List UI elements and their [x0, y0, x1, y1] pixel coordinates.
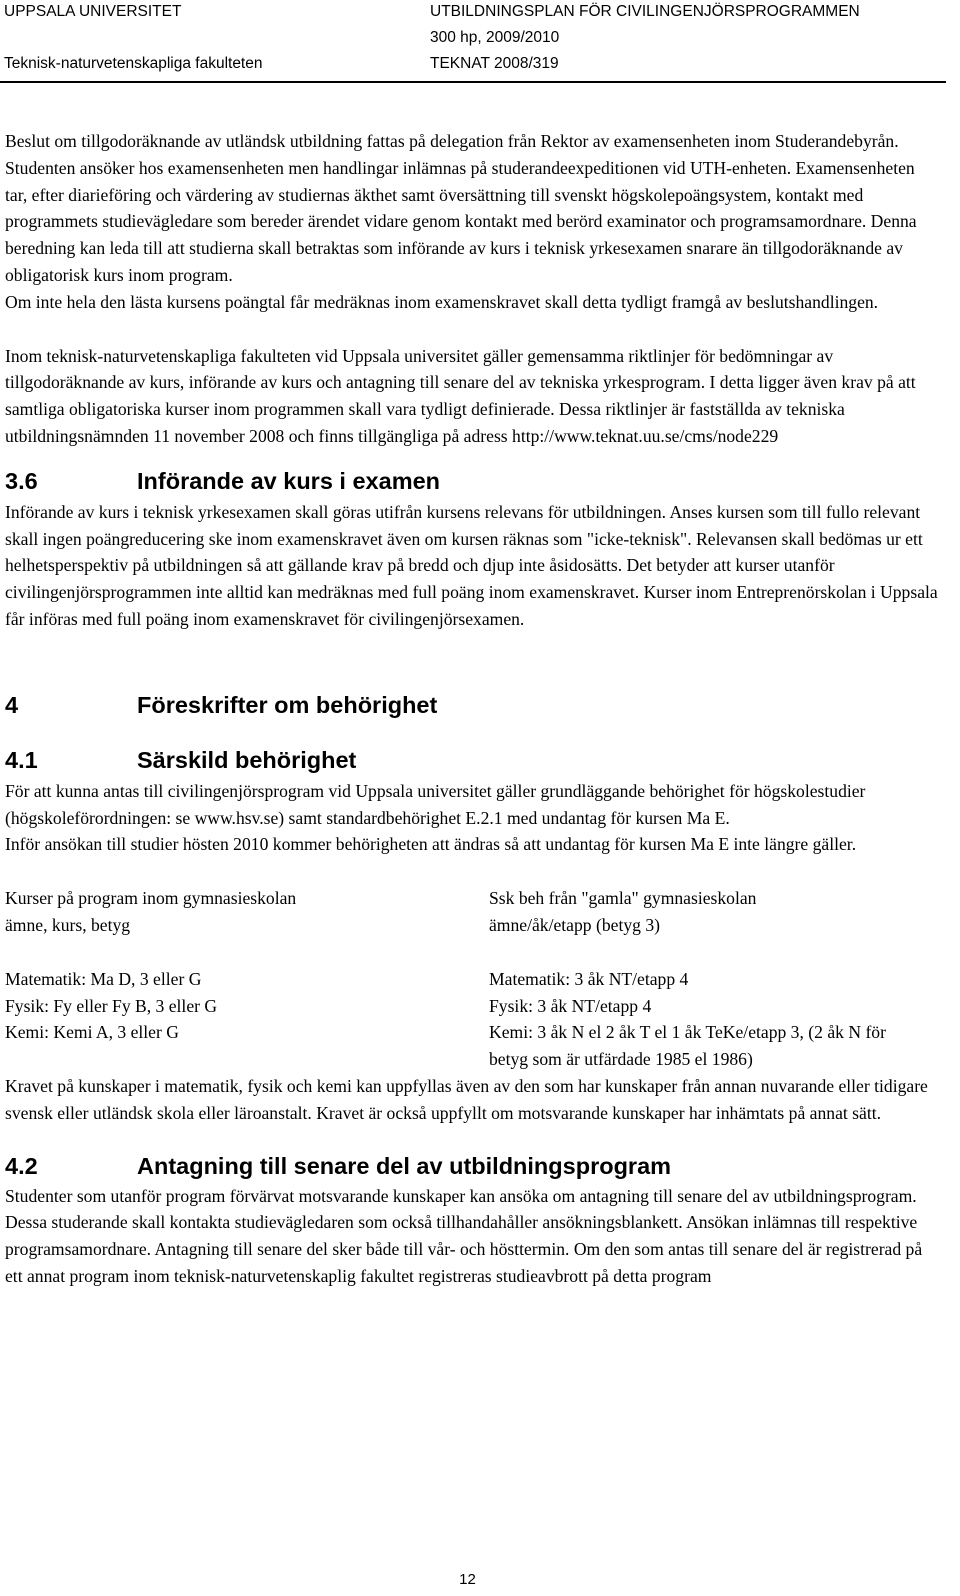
section-title: Införande av kurs i examen	[137, 467, 441, 494]
table-cell-right: Fysik: 3 åk NT/etapp 4	[489, 995, 652, 1016]
table-cell-left: Fysik: Fy eller Fy B, 3 eller G	[5, 995, 218, 1016]
table-subhead-left: ämne, kurs, betyg	[5, 914, 131, 935]
paragraph-basic-eligibility: För att kunna antas till civilingenjörsprogram vid Uppsala universitet gäller grundläggande behörighet för högskolestudier (högskoleförordningen: se www.hsv.se) samt standardbehörighet E.2.1 med undantag för kursen Ma E.	[5, 780, 866, 828]
page-header	[0, 0, 960, 80]
section-number: 4.1	[5, 746, 38, 773]
section-heading-3-6	[5, 466, 940, 496]
section-number: 3.6	[5, 467, 38, 494]
table-cell-left: Matematik: Ma D, 3 eller G	[5, 968, 202, 989]
table-row	[5, 966, 940, 993]
section-heading-4	[5, 690, 940, 720]
table-head-right: Ssk beh från "gamla" gymnasieskolan	[489, 888, 757, 909]
section-title: Särskild behörighet	[137, 746, 357, 773]
paragraph-foreign-education: Beslut om tillgodoräknande av utländsk utbildning fattas på delegation från Rektor av examensenheten inom Studerandebyrån. Studenten ansöker hos examensenheten men handlingar inlämnas på studerandeexpeditionen vid UTH-enheten. Examensenheten tar, efter diarieföring och värdering av studiernas äkthet samt översättning till svenskt högskolepoängsystem, kontakt med programmets studievägledare som bereder ärendet vidare genom kontakt med berörd examinator och programsamordnare. Denna beredning kan leda till att studierna skall betraktas som införande av kurs i teknisk yrkesexamen snarare än tillgodoräknande av obligatorisk kurs inom program.	[5, 131, 917, 285]
spacer	[5, 939, 940, 966]
table-subhead-right: ämne/åk/etapp (betyg 3)	[489, 914, 660, 935]
header-divider	[0, 81, 946, 83]
faculty-name: Teknisk-naturvetenskapliga fakulteten	[4, 55, 263, 72]
section-number: 4	[5, 691, 19, 718]
reference-number: TEKNAT 2008/319	[430, 55, 559, 72]
section-title: Antagning till senare del av utbildningsprogram	[137, 1152, 672, 1179]
section-heading-4-1	[5, 745, 940, 775]
table-head-left: Kurser på program inom gymnasieskolan	[5, 888, 297, 909]
paragraph-knowledge-requirement: Kravet på kunskaper i matematik, fysik och kemi kan uppfyllas även av den som har kunskaper från annan nuvarande eller tidigare svensk eller utländsk skola eller läroanstalt. Kravet är också uppfyllt om motsvarande kunskaper har inhämtats på annat sätt.	[5, 1075, 928, 1123]
eligibility-table-header	[5, 885, 940, 939]
table-cell-right: Matematik: 3 åk NT/etapp 4	[489, 968, 689, 989]
spacer	[5, 316, 940, 343]
section-heading-4-2	[5, 1151, 940, 1181]
table-row	[5, 993, 940, 1020]
document-body	[5, 128, 940, 1290]
page-number: 12	[459, 1571, 476, 1588]
section-title: Föreskrifter om behörighet	[137, 691, 438, 718]
table-cell-left: Kemi: Kemi A, 3 eller G	[5, 1022, 179, 1043]
credits-year: 300 hp, 2009/2010	[430, 29, 560, 46]
table-row	[5, 1019, 940, 1073]
paragraph-course-credits: Om inte hela den lästa kursens poängtal får medräknas inom examenskravet skall detta tydligt framgå av beslutshandlingen.	[5, 291, 879, 312]
paragraph-eligibility-change: Inför ansökan till studier hösten 2010 kommer behörigheten att ändras så att undantag för kursen Ma E inte längre gäller.	[5, 834, 857, 855]
paragraph-course-inclusion: Införande av kurs i teknisk yrkesexamen skall göras utifrån kursens relevans för utbildningen. Anses kursen som till fullo relevant skall ingen poängreducering ske inom examenskravet även om kursen räknas som "icke-teknisk". Relevansen skall bedömas ur ett helhetsperspektiv på utbildningen så att gällande krav på bredd och djup inte åsidosätts. Det betyder att kurser utanför civilingenjörsprogrammen inte alltid kan medräknas med full poäng inom examenskravet. Kurser inom Entreprenörskolan i Uppsala får införas med full poäng inom examenskravet för civilingenjörsexamen.	[5, 501, 938, 629]
university-name: UPPSALA UNIVERSITET	[4, 3, 182, 20]
plan-title: UTBILDNINGSPLAN FÖR CIVILINGENJÖRSPROGRAMMEN	[430, 3, 860, 20]
table-cell-right: Kemi: 3 åk N el 2 åk T el 1 åk TeKe/etapp 3, (2 åk N för betyg som är utfärdade 1985 el 1986)	[489, 1022, 886, 1070]
paragraph-guidelines: Inom teknisk-naturvetenskapliga fakulteten vid Uppsala universitet gäller gemensamma riktlinjer för bedömningar av tillgodoräknande av kurs, införande av kurs och antagning till senare del av tekniska yrkesprogram. I detta ligger även krav på att samtliga obligatoriska kurser inom programmen skall vara tydligt definierade. Dessa riktlinjer är fastställda av tekniska utbildningsnämnden 11 november 2008 och finns tillgängliga på adress http://www.teknat.uu.se/cms/node229	[5, 345, 916, 446]
section-number: 4.2	[5, 1152, 38, 1179]
paragraph-later-admission: Studenter som utanför program förvärvat motsvarande kunskaper kan ansöka om antagning till senare del av utbildningsprogram. Dessa studerande skall kontakta studievägledaren som också tillhandahåller ansökningsblankett. Ansökan inlämnas till respektive programsamordnare. Antagning till senare del sker både till vår- och hösttermin. Om den som antas till senare del är registrerad på ett annat program inom teknisk-naturvetenskaplig fakultet registreras studieavbrott på detta program	[5, 1185, 923, 1286]
